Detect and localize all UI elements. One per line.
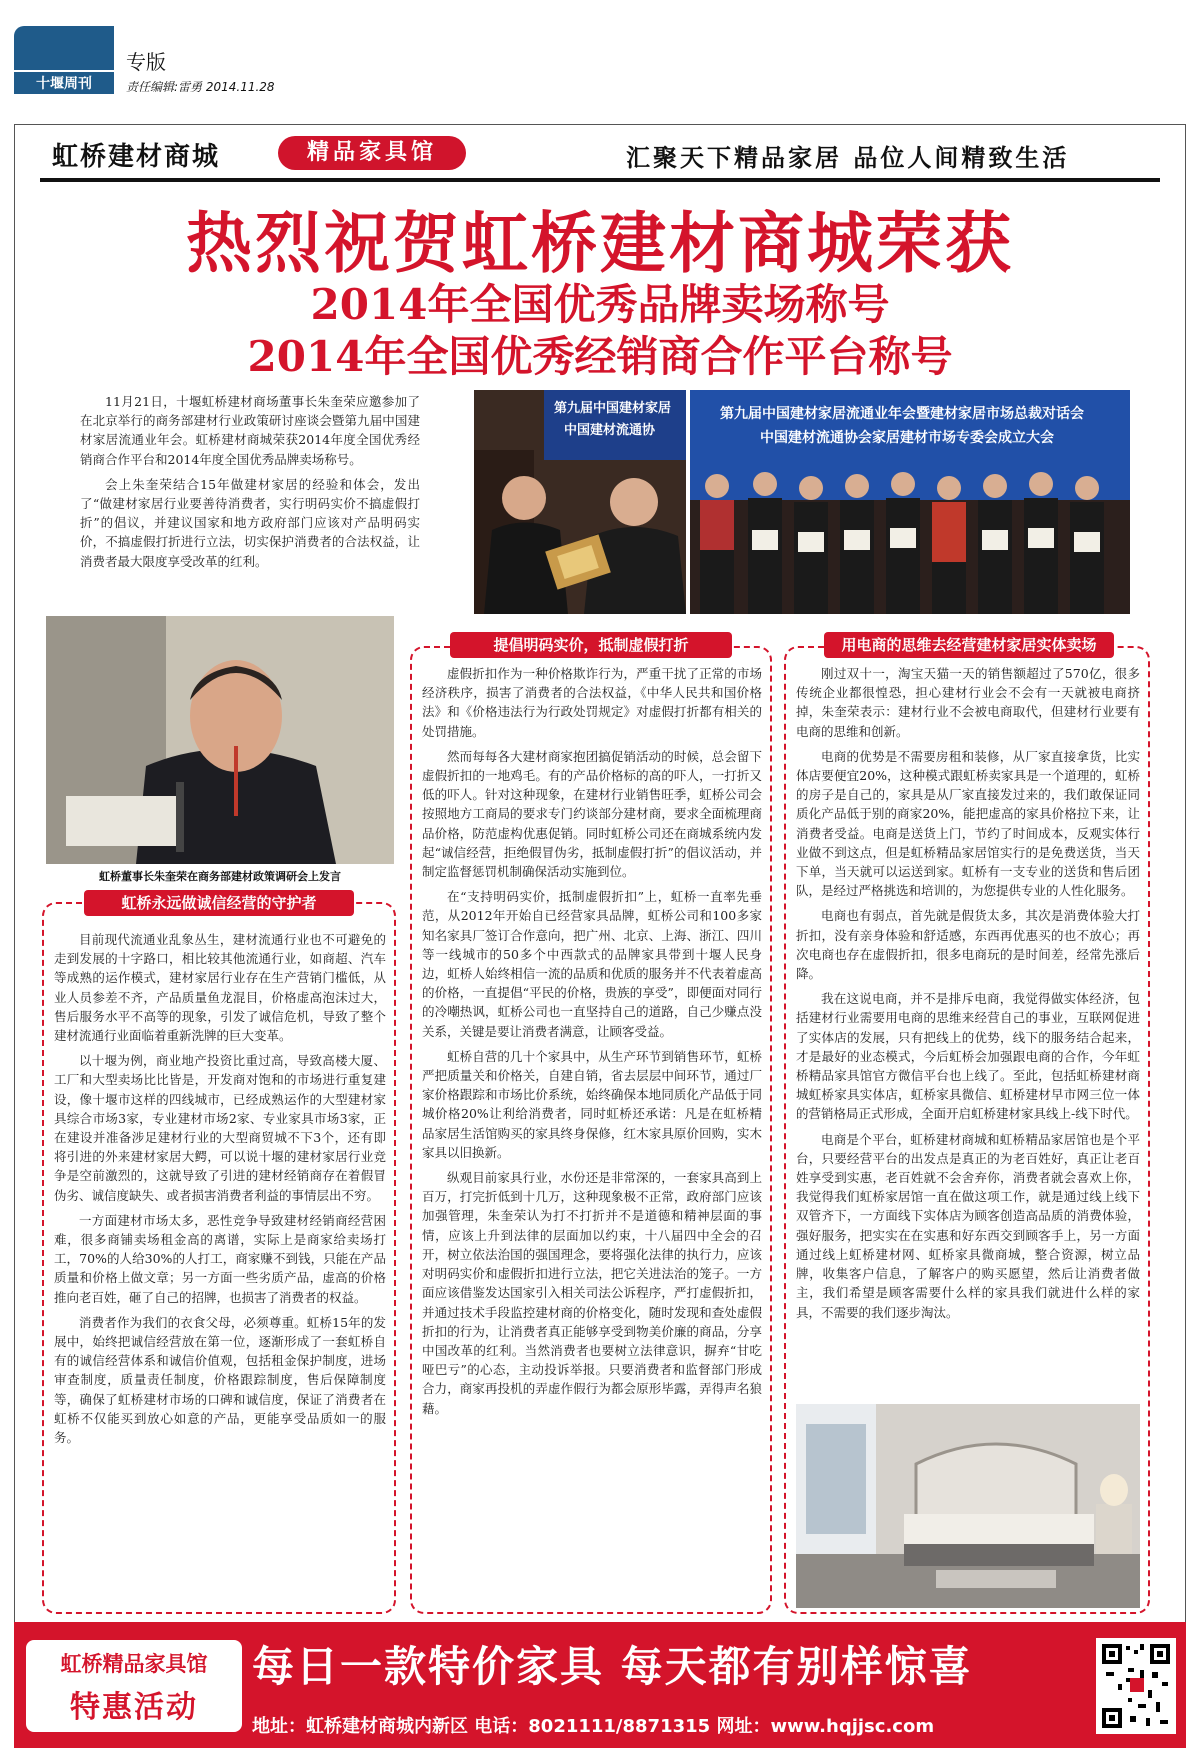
logo-text: 十堰周刊	[14, 70, 114, 94]
column-3-para: 我在这说电商，并不是排斥电商，我觉得做实体经济，包括建材行业需要用电商的思维来经营自己的事业，互联网促进了实体店的发展，只有把线上的优势，线下的服务结合起来，才是最好的业态模式，今后虹桥会加强跟电商的合作，今年虹桥精品家具馆官方微信平台也上线了。至此，包括虹桥建材商城虹桥家具实体店，虹桥家具微信、虹桥建材早市网三位一体的营销格局正式形成，全面开启虹桥建材家具线上-线下时代。	[796, 991, 1140, 1122]
subhead-1: 2014年全国优秀品牌卖场称号	[310, 280, 890, 329]
group-photo	[690, 390, 1130, 614]
portrait-image	[46, 616, 394, 864]
column-1-para: 目前现代流通业乱象丛生，建材流通行业也不可避免的走到发展的十字路口，相比较其他流通行业，如商超、汽车等成熟的运作模式，建材家居行业存在生产营销门槛低，从业人员参差不齐，产品质量鱼龙混目，价格虚高泡沫过大，售后服务水平不高等的现象，引发了诚信危机，导致了整个建材流通行业面临着重新洗牌的巨大变革。	[54, 932, 386, 1044]
footer-address: 地址：虹桥建材商城内新区 电话：8021111/8871315 网址：www.hqjjsc.com	[252, 1716, 935, 1737]
footer-slogan: 每日一款特价家具 每天都有别样惊喜	[252, 1642, 973, 1691]
column-3-para: 电商是个平台，虹桥建材商城和虹桥精品家居馆也是个平台，只要经营平台的出发点是真正的为老百姓好，真正让老百姓享受到实惠，老百姓就不会舍弃你，消费者就会喜欢上你，我觉得我们虹桥家居馆一直在做这项工作，就是通过线上线下双管齐下，一方面线下实体店为顾客创造高品质的消费体验，强好服务，把实实在在实惠和好东西交到顾客手上，另一方面通过线上虹桥建材网、虹桥家具微商城，整合资源，树立品牌，收集客户信息，了解客户的购买愿望，然后让消费者做主，我们希望是顾客需要什么样的家具我们就进什么样的家具，不需要的我们逐步淘汰。	[796, 1131, 1140, 1320]
column-3-para: 电商也有弱点，首先就是假货太多，其次是消费体验大打折扣，没有亲身体验和舒适感，东西再优惠买的也不放心；再次电商也存在虚假折扣，很多电商玩的是时间差，经常先涨后降。	[796, 908, 1140, 982]
banner-text: 第九届中国建材家居	[554, 401, 672, 416]
column-1-text	[54, 930, 386, 1453]
column-1-para: 以十堰为例，商业地产投资比重过高，导致高楼大厦、工厂和大型卖场比比皆是，开发商对饱和的市场进行重复建设，像十堰市这样的四线城市，已经成熟运作的大型建材家具综合市场3家，专业建材市场2家、专业家具市场3家，正在建设并准备涉足建材行业的大型商贸城不下3个，还有即将引进的外来建材家居大鳄，可以说十堰的建材家居行业竞争是空前激烈的，这就导致了引进的建材经销商存在着假冒伪劣、诚信度缺失、或者损害消费者利益的事情层出不穷。	[54, 1053, 386, 1203]
award-photo-image	[474, 390, 686, 614]
footer-banner	[14, 1622, 1186, 1748]
brand-badge: 精品家具馆	[278, 136, 466, 170]
column-3-para: 刚过双十一，淘宝天猫一天的销售额超过了570亿，很多传统企业都很惶恐，担心建材行业会不会有一天就被电商挤掉，朱奎荣表示：建材行业不会被电商取代，但建材行业要有电商的思维和创新。	[796, 666, 1140, 739]
banner-text: 中国建材流通协	[564, 423, 656, 438]
qr-code-image	[1100, 1642, 1172, 1730]
column-2-text	[422, 664, 762, 1424]
qr-code[interactable]	[1096, 1638, 1176, 1734]
portrait-photo	[46, 616, 394, 864]
subhead-2: 2014年全国优秀经销商合作平台称号	[247, 332, 953, 381]
editor-date: 责任编辑:雷勇 2014.11.28	[126, 80, 275, 94]
column-2-title: 提倡明码实价，抵制虚假打折	[450, 632, 732, 658]
column-3-title: 用电商的思维去经营建材家居实体卖场	[824, 632, 1114, 658]
column-3-para: 电商的优势是不需要房租和装修，从厂家直接拿货，比实体店要便宜20%，这种模式跟虹桥卖家具是一个道理的，虹桥的房子是自己的，家具是从厂家直接发过来的，我们敢保证同质化产品低于别的商家20%，能把虚高的家具价格拉下来，让消费者受益。电商是送货上门，节约了时间成本，反观实体行业做不到这点，但是虹桥精品家居馆实行的是免费送货，当天下单，当天就可以运送到家。虹桥有一支专业的送货和售后团队，是经过严格挑选和培训的，为您提供专业的人性化服务。	[796, 748, 1140, 899]
portrait-caption: 虹桥董事长朱奎荣在商务部建材政策调研会上发言	[99, 870, 341, 883]
divider	[40, 178, 1160, 182]
column-2-para: 虚假折扣作为一种价格欺诈行为，严重干扰了正常的市场经济秩序，损害了消费者的合法权益，《中华人民共和国价格法》和《价格违法行为行政处罚规定》对虚假打折都有相关的处罚措施。	[422, 666, 762, 739]
bedroom-image	[796, 1404, 1140, 1608]
group-photo-image	[690, 390, 1130, 614]
masthead-logo	[14, 26, 114, 94]
column-1-para: 消费者作为我们的衣食父母，必须尊重。虹桥15年的发展中，始终把诚信经营放在第一位，逐渐形成了一套虹桥自有的诚信经营体系和诚信价值观，包括租金保护制度，进场审查制度，质量责任制度，价格跟踪制度，售后保障制度等，确保了虹桥建材市场的口碑和诚信度，保证了消费者在虹桥不仅能买到放心如意的产品，更能享受品质如一的服务。	[54, 1314, 386, 1446]
promo-label	[26, 1640, 242, 1732]
column-1-para: 一方面建材市场太多，恶性竞争导致建材经销商经营困难，很多商铺卖场租金高的离谱，实际上是商家给卖场打工，70%的人给30%的人打工，商家赚不到钱，只能在产品质量和价格上做文章；另一方面一些劣质产品，虚高的价格推向老百姓，砸了自己的招牌，也损害了消费者的权益。	[54, 1212, 386, 1305]
headline: 热烈祝贺虹桥建材商城荣获	[186, 204, 1014, 282]
bedroom-photo	[796, 1404, 1140, 1608]
intro-para: 会上朱奎荣结合15年做建材家居的经验和体会，发出了“做建材家居行业要善待消费者，实行明码实价不搞虚假打折”的倡议，并建议国家和地方政府部门应该对产品明码实价，不搞虚假打折进行立法，切实保护消费者的合法权益，让消费者最大限度享受改革的红利。	[80, 476, 420, 569]
brand-name: 虹桥建材商城	[52, 142, 221, 172]
column-2-para: 在“支持明码实价，抵制虚假折扣”上，虹桥一直率先垂范，从2012年开始自已经营家具品牌，虹桥公司和100多家知名家具厂签订合作意向，把广州、北京、上海、浙江、四川等一线城市的50多个中西款式的品牌家具带到十堰人民身边，虹桥人始终相信一流的品质和优质的服务并不代表着虚高的价格，一直提倡“平民的价格，贵族的享受”，即便面对同行的冷嘲热讽，虹桥公司也一直坚持自己的道路，自己少赚点没关系，关键是要让消费者满意，让顾客受益。	[422, 889, 762, 1039]
column-2-para: 纵观目前家具行业，水份还是非常深的，一套家具高到上百万，打完折低到十几万，这种现象极不正常，政府部门应该加强管理，朱奎荣认为打不打折并不是道德和精神层面的事情，应该上升到法律的层面加以约束，十八届四中全会的召开，树立依法治国的强国理念，要将强化法律的执行力，应该对明码实价和虚假折扣进行立法，把它关进法治的笼子。一方面应该借鉴发达国家引入相关司法公诉程序，严打虚假折扣，并通过技术手段监控建材商的价格变化，随时发现和查处虚假折扣的行为，让消费者真正能够享受到物美价廉的商品，分享中国改革的红利。当然消费者也要树立法律意识，摒弃“甘吃哑巴亏”的心态，主动投诉举报。只要消费者和监督部门形成合力，商家再投机的弄虚作假行为都会原形毕露，弄得声名狼藉。	[422, 1170, 762, 1416]
column-2-para: 然而每每各大建材商家抱团搞促销活动的时候，总会留下虚假折扣的一地鸡毛。有的产品价格标的高的吓人，一打折又低的吓人。针对这种现象，在建材行业销售旺季，虹桥公司会按照地方工商局的要求专门约谈部分建材商，要求全面梳理商品价格，防范虚构优惠促销。同时虹桥公司还在商城系统内发起“诚信经营，拒绝假冒伪劣，抵制虚假打折”的倡议活动，并制定监督惩罚机制确保活动实施到位。	[422, 748, 762, 880]
banner-text: 第九届中国建材家居流通业年会暨建材家居市场总裁对话会	[720, 406, 1084, 422]
intro-text	[80, 392, 420, 577]
column-2-para: 虹桥自营的几十个家具中，从生产环节到销售环节，虹桥严把质量关和价格关，自建自销，省去层层中间环节，通过厂家价格跟踪和市场比价系统，始终确保本地同质化产品低于同城价格20%让利给消费者，同时虹桥还承诺：凡是在虹桥精品家居生活馆购买的家具终身保修，红木家具原价回购，实木家具以旧换新。	[422, 1048, 762, 1160]
intro-para: 11月21日，十堰虹桥建材商场董事长朱奎荣应邀参加了在北京举行的商务部建材行业政策研讨座谈会暨第九届中国建材家居流通业年会。虹桥建材商城荣获2014年度全国优秀经销商合作平台和2014年度全国优秀品牌卖场称号。	[80, 394, 420, 467]
section-title: 专版	[126, 50, 166, 74]
column-3-text	[796, 664, 1140, 1328]
column-1-title: 虹桥永远做诚信经营的守护者	[84, 890, 354, 916]
banner-text: 中国建材流通协会家居建材市场专委会成立大会	[760, 430, 1054, 446]
award-photo	[474, 390, 686, 614]
brand-slogan: 汇聚天下精品家居 品位人间精致生活	[626, 144, 1070, 172]
promo-label-bottom: 特惠活动	[70, 1690, 198, 1725]
promo-label-top: 虹桥精品家具馆	[60, 1652, 208, 1676]
